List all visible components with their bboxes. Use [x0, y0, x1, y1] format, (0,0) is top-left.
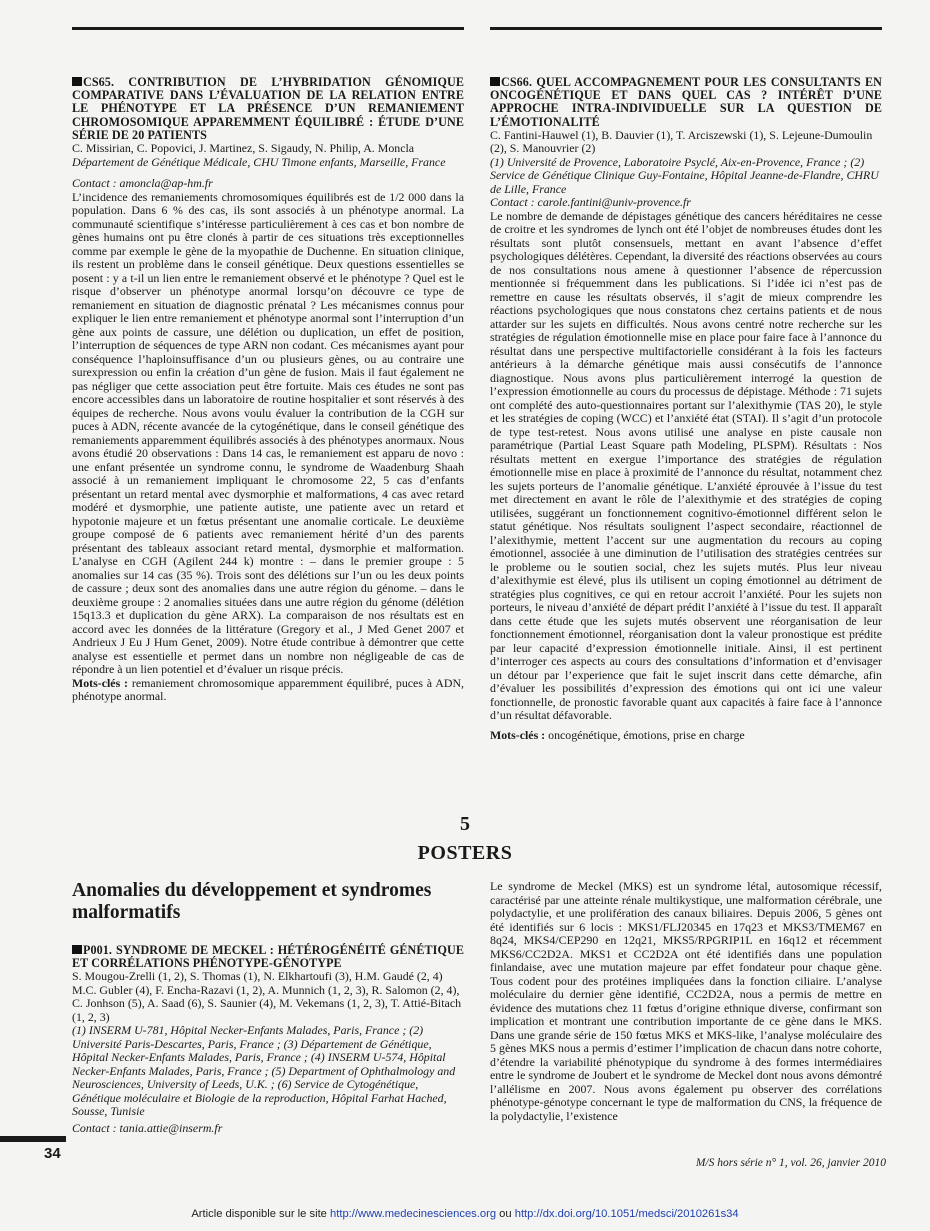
page-number-bar — [0, 1136, 66, 1142]
abstract-contact: Contact : amoncla@ap-hm.fr — [72, 176, 213, 191]
abstract-title: CS65. CONTRIBUTION DE L’HYBRIDATION GÉNOMIQUE COMPARATIVE DANS L’ÉVALUATION DE LA RELATION ENTRE LE PHÉNOTYPE ET LA PRÉSENCE D’UN REMANIEMENT CHROMOSOMIQUE APPAREMMENT ÉQUILIBRÉ : ÉTUDE D’UNE SÉRIE DE 20 PATIENTS — [72, 75, 464, 142]
section-title: POSTERS — [417, 842, 513, 864]
abstract-authors: S. Mougou-Zrelli (1, 2), S. Thomas (1), N. Elkhartoufi (3), H.M. Gaudé (2, 4) M.C. Gubler (4), F. Encha-Razavi (1, 2), A. Munnich (1, 2, 3), R. Salomon (2, 4), C. Jonhson (5), A. Saad (6), S. Saunier (4), M. Vekemans (1, 2, 3), T. Attié-Bitach (1, 2, 3) — [72, 969, 462, 1024]
abstract-affiliation: (1) INSERM U-781, Hôpital Necker-Enfants Malades, Paris, France ; (2) Université Paris-Descartes, Paris, France ; (3) Département de Génétique, Hôpital Necker-Enfants Malades, Paris, France ; (4) INSERM U-574, Hôpital Necker-Enfants Malades, Paris, France ; (5) Department of Ophthalmology and Neurosciences, University of Leeds, U.K. ; (6) Service de Cytogénétique, Génétique moléculaire et Biologie de la reproduction, Hôpital Farhat Hached, Sousse, Tunisie — [72, 1023, 456, 1119]
abstract-p001-body — [490, 880, 882, 1123]
bullet-square-icon — [72, 945, 82, 954]
journal-reference: M/S hors série n° 1, vol. 26, janvier 2010 — [695, 1157, 886, 1169]
abstract-title: P001. SYNDROME DE MECKEL : HÉTÉROGÉNÉITÉ GÉNÉTIQUE ET CORRÉLATIONS PHÉNOTYPE-GÉNOTYPE — [72, 943, 464, 971]
bullet-square-icon — [490, 77, 500, 86]
top-rule-right — [490, 27, 882, 30]
abstract-affiliation: (1) Université de Provence, Laboratoire Psyclé, Aix-en-Provence, France ; (2) Service de Génétique Clinique Guy-Fontaine, Hôpital Jeanne-de-Flandre, CHRU de Lille, France — [490, 154, 879, 196]
abstract-p001-header — [72, 880, 464, 1135]
abstract-cs65 — [72, 76, 464, 704]
doi-link[interactable]: http://dx.doi.org/10.1051/medsci/2010261s34 — [514, 1208, 739, 1220]
abstract-contact: Contact : carole.fantini@univ-provence.fr — [490, 195, 691, 210]
abstract-affiliation: Département de Génétique Médicale, CHU Timone enfants, Marseille, France — [72, 154, 446, 169]
site-link[interactable]: http://www.medecinesciences.org — [330, 1208, 497, 1220]
footer-availability: Article disponible sur le site http://www.medecinesciences.org ou http://dx.doi.org/10.1051/medsci/2010261s34 — [191, 1208, 739, 1220]
abstract-body: Le syndrome de Meckel (MKS) est un syndrome létal, autosomique récessif, caractérisé par une atteinte rénale multikystique, une malformation cérébrale, une polydactylie, et une prolifération des canaux biliaires. Depuis 2006, 5 gènes ont été identifiés sur 6 locis : MKS1/FLJ20345 en 17q23 et MKS3/TMEM67 en 8q24, MKS4/CEP290 en 12q21, MKS5/RPGRIP1L en 16q12 et récemment MKS6/CC2D2A. MKS1 et CC2D2A ont été identifiés dans une population finlandaise, avec une mutation majeure par effet fondateur pour chaque gène. Tous codent pour des protéines impliquées dans la fonction ciliaire. L’analyse moléculaire du dernier gène identifié, CC2D2A, nous a permis de mettre en évidence des mutations chez 11 fœtus d’origine ethnique diverse, confirmant son implication et montrant une contribution importante de ce gène dans le MKS. Dans une grande série de 150 fœtus MKS et MKS-like, l’analyse moléculaire des 5 gènes MKS nous a permis d’estimer l’implication de chacun dans notre cohorte, d’étendre la variabilité phénotypique du syndrome à des formes intermédiaires entre le syndrome de Joubert et le syndrome de Meckel dont nous avons démontré l’allélisme en 2007. Nous avons également pu observer des corrélations phénotype-génotype concernant le type de malformation du CNS, la fréquence de la polydactylie, l’existence — [490, 879, 882, 1123]
abstract-body: Le nombre de demande de dépistages génétique des cancers héréditaires ne cesse de croitre et les syndromes de lynch ont été l’objet de nombreuses études dont les résultats sont plutôt consensuels, mettant en avant l’absence d’effet psychologiques délétères. Cependant, la diversité des réactions observées au cours de nos consultations nous amene à questionner l’absence de répercussion mentionnée si fréquemment dans les publications. Si l’idée ici n’est pas de remettre en cause les résultats observés, il s’agit de mieux comprendre les réactions psychologiques que nous constatons chez certains patients et de nous attarder sur les sujets en difficultés. Nous avons centré notre recherche sur les stratégies de régulation émotionnelle mise en place pour faire face à l’annonce du résultat dans une perspective multifactorielle considérant à la fois les facteurs antérieurs à la démarche génétique mais aussi consécutifs de l’annonce diagnostique. Nous avons plus particulièrement interrogé la question de l’expression émotionnelle au cours du processus de dépistage. Méthode : 71 sujets ont complété des auto-questionnaires portant sur l’alexithymie (TAS 20), le style et les stratégies de coping (WCC) et l’anxiété état (STAI). Il s’agit d’un protocole de type test-retest. Nous avons utilisé une analyse en piste causale non paramétrique (Partial Least Square path Modeling, PLSPM). Résultats : Nos résultats mettent en exergue l’importance des stratégies de régulation émotionnelle mise en place à proximité de l’annonce du résultat, notamment chez les sujets porteurs de l’anomalie génétique. L’anxiété éprouvée à l’issue du test met directement en avant le rôle de l’alexithymie et des stratégies de coping utilisées, suggérant un fonctionnement cognitivo-émotionnel différent selon le statut génétique. Nos résultats soulignent l’aspect secondaire, réactionnel de l’alexithymie, mettent l’accent sur une augmentation du recours au coping émotionnel, associée à une diminution de l’utilisation des stratégies centrées sur le probleme ou le soutien social, chez les sujets mutés. Plus leur niveau d’alexithymie est élevé, plus ils utilisent un coping émotionnel au détriment de stratégies plus cognitives, ce qui en retour accroit l’anxiété. Pour les sujets non porteurs, le niveau d’anxiété de départ prédit l’anxiété à l’issue du test. Il apparaît dans cette étude que les sujets mutés observent une réorganisation de leur fonctionnement émotionnel, réorganisation dont la valeur pronostique est prédite par leur capacité d’expression émotionnelle initiale. Ainsi, il est pertinent d’interroger ces aspects au cours des consultations d’information et d’envisager un détour par l’experience que fait le sujet inscrit dans cette démarche, afin d’évaluer les possibilités d’expression des émotions qui ont ici une valeur fonctionnelle, de pronostic favorable quant aux capacités à faire face à l’annonce d’un résultat défavorable. — [490, 208, 882, 723]
section-number: 5 — [460, 813, 470, 835]
abstract-body: L’incidence des remaniements chromosomiques équilibrés est de 1/2 000 dans la population. Dans 6 % des cas, ils sont associés à un phénotype anormal. La communauté scientifique s’intéresse particulièrement à ces cas et bon nombre de gènes humains ont pu être clonés à partir de ces situations très exceptionnelles comme par exemple le gène de la myopathie de Duchenne. En situation clinique, ils restent un problème dans le conseil génétique. Deux questions essentielles se posent : y a t-il un lien entre le remaniement observé et le phénotype ? Quel est le risque d’observer un phénotype anormal lorsqu’on découvre ce type de remaniement en situation de diagnostic prénatal ? Les mécanismes connus pour expliquer le lien entre remaniement et phénotype anormal sont l’interruption d’un gène aux points de cassure, une délétion ou duplication, un effet de position, l’interruption de séquences de type ARN non codant. Ces mécanismes ayant pour conséquence l’haploinsuffisance d’un ou plusieurs gènes, ou au contraire une surexpression ou enfin la création d’un gène de fusion. Mais il faut également ne pas négliger que cette association peut être fortuite. Mais ces études ne sont pas encore accessibles dans un laboratoire de routine hospitalier et sont réservés à des équipes de recherche. Nous avons voulu évaluer la contribution de la CGH sur puces à ADN, récente avancée de la cytogénétique, dans le conseil génétique des remaniements apparemment équilibrés associés à des phénotypes anormaux. Nous avons étudié 20 observations : Dans 14 cas, le remaniement est apparu de novo : une enfant présentée un syndrome connu, le syndrome de Waadenburg Shaah associé à un remaniement impliquant le chromosome 22, 5 cas d’enfants présentant un retard mental avec dysmorphie et malformations, 4 cas avec retard modéré et dysmorphie, une patiente autiste, une patiente avec un retard et hypotonie majeure et un fœtus présentant une anomalie corticale. Le deuxième groupe composé de 6 patients avec remaniement hérité d’un des parents présentant des tableaux associant retard mental, dysmorphie et malformation. L’analyse en CGH (Agilent 244 k) montre : – dans le premier groupe : 5 anomalies sur 14 cas (35 %). Trois sont des délétions sur l’un ou les deux points de cassure ; deux sont des anomalies dans une autre région du génome. – dans le deuxième groupe : 2 anomalies situées dans une autre région du génome (délétion 15q13.3 et duplication du gène ARX). La comparaison de nos résultats est en accord avec les données de la littérature (Gregory et al., J Med Genet 2007 et Andrieux J Eu J Hum Genet, 2009). Notre étude contribue à démontrer que cette analyse est essentielle et permet dans un nombre non négligeable de cas de répondre à un lien potentiel et d’évaluer un risque précis. — [72, 189, 464, 677]
top-rule-left — [72, 27, 464, 30]
abstract-cs66 — [490, 76, 882, 742]
abstract-keywords: Mots-clés : oncogénétique, émotions, prise en charge — [490, 727, 745, 742]
abstract-authors: C. Fantini-Hauwel (1), B. Dauvier (1), T. Arciszewski (1), S. Lejeune-Dumoulin (2), S. Manouvrier (2) — [490, 127, 873, 156]
abstract-title: CS66. QUEL ACCOMPAGNEMENT POUR LES CONSULTANTS EN ONCOGÉNÉTIQUE ET DANS QUEL CAS ? INTÉRÊT D’UNE APPROCHE INTRA-INDIVIDUELLE SUR LA QUESTION DE L’ÉMOTIONALITÉ — [490, 75, 882, 129]
page-number: 34 — [44, 1145, 61, 1162]
abstract-authors: C. Missirian, C. Popovici, J. Martinez, S. Sigaudy, N. Philip, A. Moncla — [72, 141, 415, 156]
abstract-keywords: Mots-clés : remaniement chromosomique apparemment équilibré, puces à ADN, phénotype anormal. — [72, 675, 465, 704]
bullet-square-icon — [72, 77, 82, 86]
abstract-contact: Contact : tania.attie@inserm.fr — [72, 1120, 223, 1135]
topic-heading: Anomalies du développement et syndromes malformatifs — [72, 880, 432, 923]
